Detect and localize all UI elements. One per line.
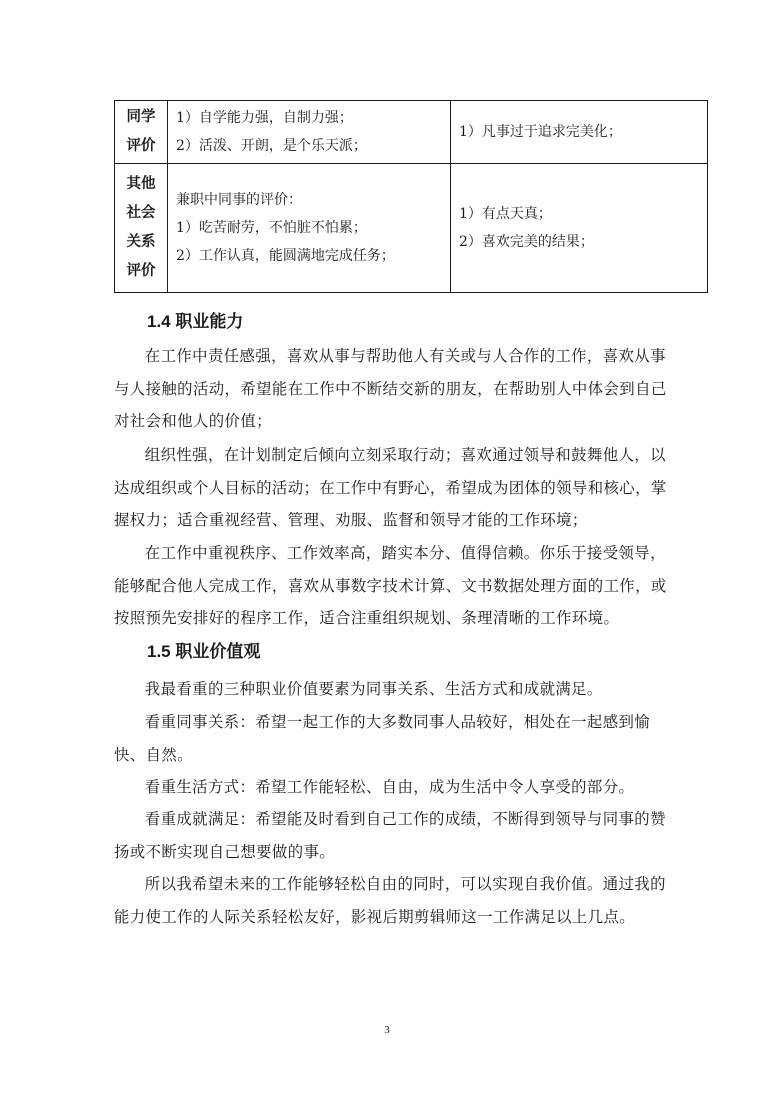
weakness-item: 1）凡事过于追求完美化； (459, 124, 622, 140)
strength-item: 1）自学能力强，自制力强； (176, 110, 353, 126)
weakness-item: 2）喜欢完美的结果； (459, 234, 594, 250)
row-header-line: 社会 (126, 205, 156, 221)
strength-item: 2）工作认真，能圆满地完成任务； (176, 248, 395, 264)
weaknesses-cell (451, 101, 708, 164)
paragraph: 在工作中责任感强，喜欢从事与帮助他人有关或与人合作的工作，喜欢从事与人接触的活动，希望能在工作中不断结交新的朋友，在帮助别人中体会到自己对社会和他人的价值； (114, 347, 667, 431)
paragraph: 我最看重的三种职业价值要素为同事关系、生活方式和成就满足。 (144, 680, 603, 698)
table-row (115, 101, 708, 164)
paragraph: 组织性强，在计划制定后倾向立刻采取行动；喜欢通过领导和鼓舞他人，以达成组织或个人目标的活动；在工作中有野心，希望成为团体的领导和核心，掌握权力；适合重视经营、管理、劝服、监督和领导才能的工作环境； (114, 446, 667, 530)
paragraph: 在工作中重视秩序、工作效率高，踏实本分、值得信赖。你乐于接受领导，能够配合他人完成工作，喜欢从事数字技术计算、文书数据处理方面的工作，或按照预先安排好的程序工作，适合注重组织规划、条理清晰的工作环境。 (114, 544, 667, 628)
page-number: 3 (384, 1024, 390, 1036)
section-heading-career-values: 1.5 职业价值观 (147, 642, 261, 661)
row-header-line: 同学 (126, 109, 156, 125)
weaknesses-cell (451, 164, 708, 293)
strength-item: 兼职中同事的评价： (176, 192, 302, 208)
paragraph: 所以我希望未来的工作能够轻松自由的同时，可以实现自我价值。通过我的能力使工作的人际关系轻松友好，影视后期剪辑师这一工作满足以上几点。 (114, 875, 666, 926)
paragraph: 看重成就满足：希望能及时看到自己工作的成绩，不断得到领导与同事的赞扬或不断实现自己想要做的事。 (114, 810, 666, 861)
table-row (115, 164, 708, 293)
row-header-line: 评价 (126, 138, 156, 154)
weakness-item: 1）有点天真； (459, 206, 552, 222)
row-header-line: 评价 (126, 263, 156, 279)
paragraph: 看重同事关系：希望一起工作的大多数同事人品较好，相处在一起感到愉快、自然。 (114, 713, 651, 764)
row-header-line: 关系 (126, 234, 156, 250)
strengths-cell (168, 101, 451, 164)
strengths-cell (168, 164, 451, 293)
strength-item: 1）吃苦耐劳，不怕脏不怕累； (176, 220, 367, 236)
paragraph: 看重生活方式：希望工作能轻松、自由，成为生活中令人享受的部分。 (144, 778, 635, 796)
evaluation-table (114, 100, 708, 293)
strength-item: 2）活泼、开朗，是个乐天派； (176, 138, 367, 154)
section-heading-career-ability: 1.4 职业能力 (147, 312, 244, 331)
row-header-line: 其他 (126, 176, 156, 192)
row-header-classmates (115, 101, 168, 164)
row-header-social (115, 164, 168, 293)
